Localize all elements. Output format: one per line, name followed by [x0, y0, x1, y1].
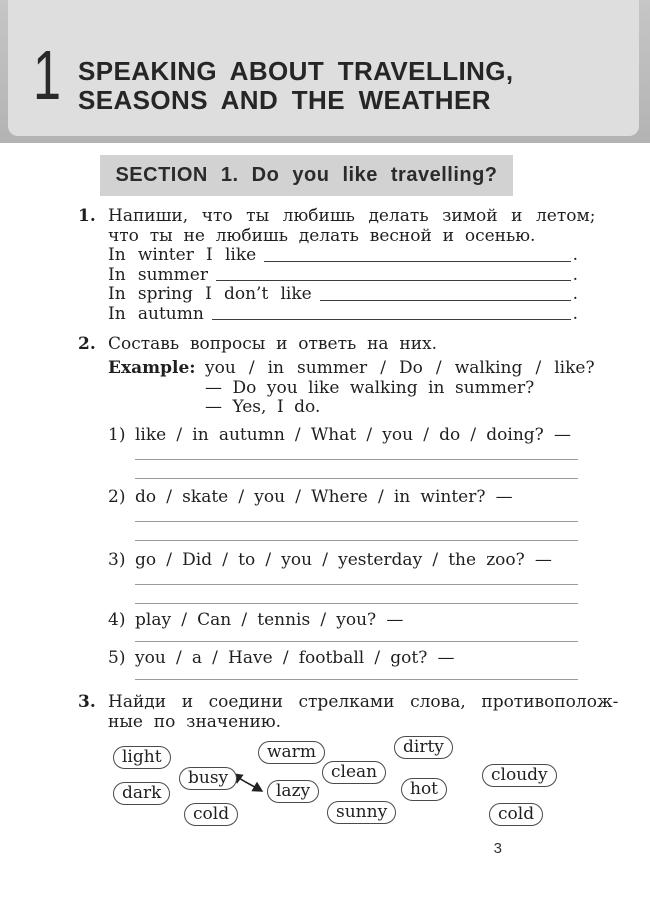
- word-bubble-field: [108, 732, 578, 832]
- unit-title-line-2: SEASONS AND THE WEATHER: [78, 85, 491, 115]
- word-bubble[interactable]: light: [113, 746, 171, 769]
- question-row-4: [108, 610, 578, 630]
- unit-title: [78, 57, 514, 115]
- period: .: [572, 303, 578, 324]
- answer-blank-line[interactable]: [320, 300, 571, 301]
- word-bubble[interactable]: hot: [401, 778, 447, 801]
- exercise-1-number: 1.: [78, 206, 96, 226]
- answer-line[interactable]: [135, 603, 578, 604]
- example-answer-2: — Yes, I do.: [205, 397, 321, 417]
- exercise-1-instruction-line-2: что ты не любишь делать весной и осенью.: [108, 226, 536, 246]
- question-text: play / Can / tennis / you? —: [135, 609, 404, 630]
- exercise-2: [78, 334, 595, 680]
- example-prompt: you / in summer / Do / walking / like?: [205, 358, 595, 378]
- question-number: 3): [108, 549, 126, 570]
- question-row-1: [108, 425, 578, 445]
- answer-line[interactable]: [135, 521, 578, 522]
- exercise-1: [78, 206, 596, 324]
- exercise-3-number: 3.: [78, 691, 96, 712]
- question-row-2: [108, 487, 578, 507]
- fill-in-row: [108, 285, 578, 305]
- exercise-2-number: 2.: [78, 334, 96, 354]
- answer-line[interactable]: [135, 459, 578, 460]
- exercise-3-instruction-line-2: ные по значению.: [108, 711, 282, 732]
- word-bubble[interactable]: cloudy: [482, 764, 557, 787]
- page-content: [0, 206, 650, 857]
- word-bubble[interactable]: cold: [184, 803, 238, 826]
- word-bubble[interactable]: sunny: [327, 801, 396, 824]
- exercise-3: [78, 691, 619, 832]
- unit-header: [0, 0, 650, 143]
- question-text: go / Did / to / you / yesterday / the zoo? —: [135, 549, 552, 570]
- answer-line[interactable]: [135, 540, 578, 541]
- word-bubble[interactable]: dirty: [394, 736, 453, 759]
- question-number: 4): [108, 609, 126, 630]
- fill-in-row: [108, 246, 578, 266]
- answer-blank-line[interactable]: [264, 261, 570, 262]
- unit-number: 1: [33, 36, 62, 114]
- question-row-5: [108, 648, 578, 668]
- section-heading: SECTION 1. Do you like travelling?: [100, 155, 513, 196]
- question-number: 1): [108, 424, 126, 445]
- answer-line[interactable]: [135, 478, 578, 479]
- example-label: Example:: [108, 358, 196, 378]
- example-answer-1: — Do you like walking in summer?: [205, 377, 535, 398]
- fill-in-row: [108, 305, 578, 325]
- unit-title-line-1: SPEAKING ABOUT TRAVELLING,: [78, 56, 514, 86]
- exercise-3-instruction-line-1: Найди и соедини стрелками слова, противополож-: [108, 691, 619, 712]
- period: .: [572, 264, 578, 285]
- word-bubble[interactable]: cold: [489, 803, 543, 826]
- fill-in-label: In winter I like: [108, 245, 257, 265]
- example-block: [108, 358, 595, 418]
- word-bubble[interactable]: lazy: [267, 780, 319, 803]
- answer-line[interactable]: [135, 641, 578, 642]
- exercise-1-instruction-line-1: Напиши, что ты любишь делать зимой и летом;: [108, 206, 596, 226]
- answer-blank-line[interactable]: [216, 280, 571, 281]
- question-number: 5): [108, 647, 126, 668]
- word-bubble[interactable]: busy: [179, 767, 237, 790]
- answer-line[interactable]: [135, 679, 578, 680]
- question-number: 2): [108, 486, 126, 507]
- exercise-2-instruction: Составь вопросы и ответь на них.: [108, 334, 438, 354]
- fill-in-row: [108, 266, 578, 286]
- word-bubble[interactable]: clean: [322, 761, 386, 784]
- word-bubble[interactable]: warm: [258, 741, 325, 764]
- question-text: you / a / Have / football / got? —: [135, 647, 455, 668]
- fill-in-label: In spring I don’t like: [108, 284, 312, 304]
- answer-line[interactable]: [135, 584, 578, 585]
- answer-blank-line[interactable]: [212, 319, 571, 320]
- fill-in-label: In autumn: [108, 303, 204, 324]
- fill-in-label: In summer: [108, 264, 208, 285]
- word-bubble[interactable]: dark: [113, 782, 170, 805]
- page-number: 3: [493, 839, 502, 857]
- question-row-3: [108, 550, 578, 570]
- question-text: do / skate / you / Where / in winter? —: [135, 486, 513, 507]
- question-text: like / in autumn / What / you / do / doing? —: [135, 424, 571, 445]
- period: .: [572, 284, 578, 304]
- period: .: [572, 245, 578, 265]
